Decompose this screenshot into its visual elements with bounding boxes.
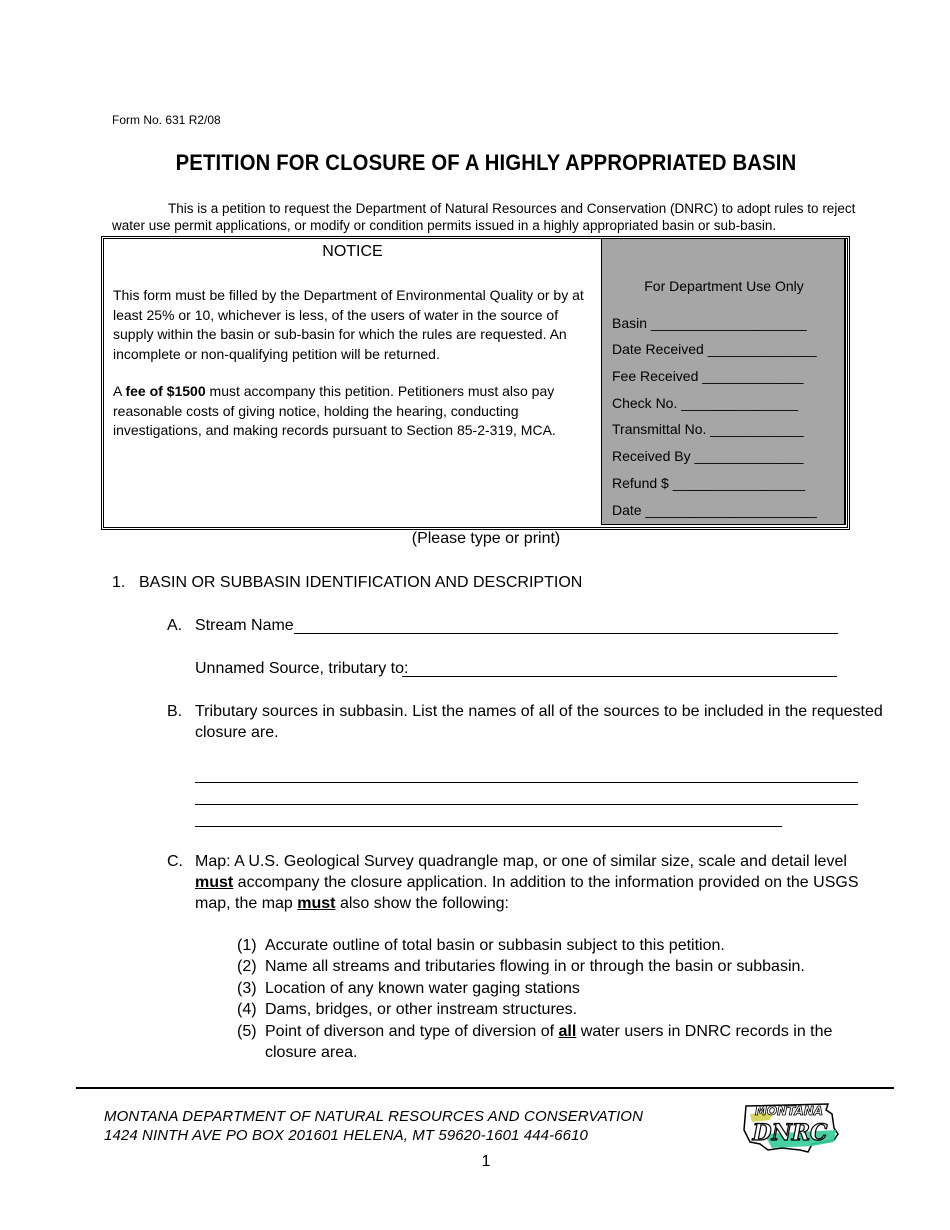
tributary-field-line-2[interactable] [195,804,858,805]
map-item-number: (5) [237,1023,257,1040]
item-b-letter: B. [167,703,183,720]
notice-paragraph-2 [113,382,593,441]
intro-text: This is a petition to request the Department of Natural Resources and Conservation (DNRC) to adopt rules to reject water use permit applications, or modify or condition permits issued in a highly appropriated basin or sub-basin. [112,201,856,233]
dept-field-date-received[interactable]: Date Received ______________ [612,341,817,357]
dept-field-check-no[interactable]: Check No. _______________ [612,395,799,411]
map-item-5-post: water users in DNRC records in the [576,1023,833,1040]
dept-field-basin[interactable]: Basin ____________________ [612,315,807,331]
map-item-number: (3) [237,980,257,997]
dept-field-fee-received[interactable]: Fee Received _____________ [612,368,804,384]
all-emphasis: all [558,1023,577,1040]
fee-details: must accompany this petition. Petitioners must also pay reasonable costs of giving notice, holding the hearing, conducting investigations, and making records pursuant to Section 85-2-319, MCA. [113,383,556,439]
notice-panel [104,239,601,527]
map-item-text: Accurate outline of total basin or subbasin subject to this petition. [265,937,725,954]
logo-dnrc-text: DNRC [752,1120,828,1146]
tributary-field-line-1[interactable] [195,782,858,783]
must-emphasis: must [195,874,234,891]
map-item-number: (1) [237,937,257,954]
section-1-heading: BASIN OR SUBBASIN IDENTIFICATION AND DESCRIPTION [139,574,583,591]
stream-name-label: Stream Name [195,617,294,634]
map-item-text: Dams, bridges, or other instream structures. [265,1001,578,1018]
fee-prefix: A [113,383,126,399]
map-item-text: Name all streams and tributaries flowing in or through the basin or subbasin. [265,958,805,975]
tributary-instructions-line-2: closure are. [195,724,279,741]
item-a-letter: A. [167,617,183,634]
section-1-number: 1. [112,574,126,591]
notice-paragraph-1: This form must be filled by the Department of Environmental Quality or by at least 25% or 10, whichever is less, of the users of water in the source of supply within the basin or sub-basin for which the rules are requested. An incomplete or non-qualifying petition will be returned. [113,287,584,363]
intro-paragraph [112,200,860,234]
map-item-number: (2) [237,958,257,975]
logo-montana-text: MONTANA [754,1104,824,1118]
map-item-5-pre: Point of diverson and type of diversion of [265,1023,559,1040]
page-title: PETITION FOR CLOSURE OF A HIGHLY APPROPRIATED BASIN [175,150,797,175]
map-item-5-line-2: closure area. [265,1044,358,1061]
map-item-text [265,1023,832,1041]
footer-department-name: MONTANA DEPARTMENT OF NATURAL RESOURCES AND CONSERVATION [104,1108,644,1125]
tributary-instructions-line-1: Tributary sources in subbasin. List the names of all of the sources to be included in the requested [195,703,883,720]
map-requirement-line-3 [195,895,509,913]
type-or-print-note: (Please type or print) [411,530,561,547]
fee-amount: fee of $1500 [125,383,206,399]
dnrc-logo [742,1100,842,1156]
montana-dnrc-logo-icon [742,1100,842,1156]
footer-contact: 1424 NINTH AVE PO BOX 201601 HELENA, MT 59620-1601 444-6610 [104,1127,588,1144]
dept-field-refund[interactable]: Refund $ _________________ [612,475,806,491]
item-c-letter: C. [167,853,183,870]
tributary-field-line-3[interactable] [195,826,782,827]
map-requirement-line-3-pre: map, the map [195,895,298,912]
map-requirement-line-1: Map: A U.S. Geological Survey quadrangle map, or one of similar size, scale and detail level [195,853,847,870]
form-number: Form No. 631 R2/08 [112,113,221,127]
unnamed-source-label: Unnamed Source, tributary to: [195,660,409,677]
stream-name-field[interactable] [294,633,838,634]
unnamed-source-field[interactable] [402,676,837,677]
footer-address [104,1107,643,1145]
map-requirement-line-2-text: accompany the closure application. In addition to the information provided on the USGS [233,874,859,891]
page-number: 1 [481,1153,491,1170]
notice-title: NOTICE [322,243,383,260]
map-item-number: (4) [237,1001,257,1018]
map-item-text: Location of any known water gaging stations [265,980,580,997]
footer-divider [76,1087,894,1089]
dept-field-date[interactable]: Date ______________________ [612,502,817,518]
map-requirement-line-2 [195,874,859,892]
notice-box [101,236,850,530]
department-use-title: For Department Use Only [644,278,804,294]
department-use-panel [601,239,846,525]
dept-field-transmittal-no[interactable]: Transmittal No. ____________ [612,421,804,437]
map-requirement-line-3-post: also show the following: [335,895,509,912]
dept-field-received-by[interactable]: Received By ______________ [612,448,804,464]
must-emphasis: must [297,895,336,912]
